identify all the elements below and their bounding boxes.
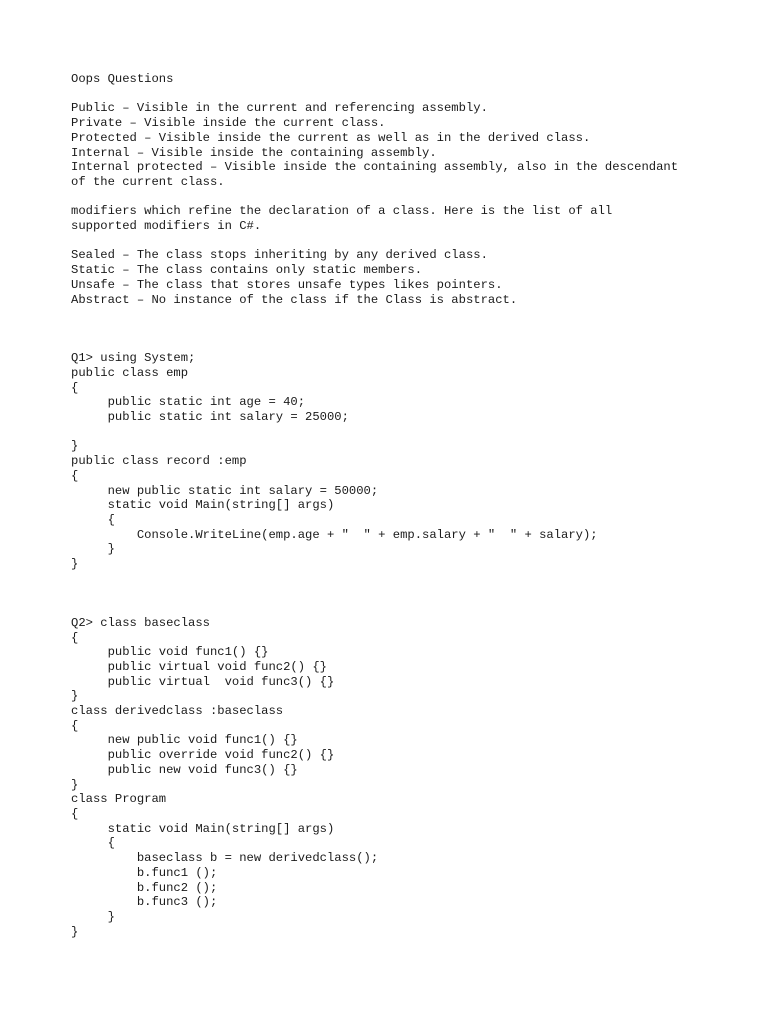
access-modifier-line: Public – Visible in the current and referencing assembly. bbox=[71, 101, 488, 116]
code-line: class derivedclass :baseclass bbox=[71, 704, 284, 719]
code-line: Console.WriteLine(emp.age + " " + emp.salary + " " + salary); bbox=[71, 527, 598, 542]
modifiers-intro-line: supported modifiers in C#. bbox=[71, 219, 262, 233]
class-modifier-line: Sealed – The class stops inheriting by any derived class. bbox=[71, 248, 488, 263]
code-line: { bbox=[71, 630, 79, 645]
code-line: new public static int salary = 50000; bbox=[71, 483, 379, 498]
spacer bbox=[71, 586, 751, 601]
access-modifier-line: of the current class. bbox=[71, 174, 225, 189]
code-line: } bbox=[71, 924, 79, 939]
code-line: { bbox=[71, 718, 79, 733]
access-modifier-line: Private – Visible inside the current class. bbox=[71, 116, 386, 131]
code-line: public override void func2() {} bbox=[71, 748, 335, 763]
class-modifiers-section bbox=[71, 248, 751, 307]
spacer bbox=[71, 87, 751, 102]
document-title: Oops Questions bbox=[71, 72, 174, 86]
code-line: public virtual void func2() {} bbox=[71, 659, 327, 674]
code-line: public class record :emp bbox=[71, 454, 247, 469]
code-line: new public void func1() {} bbox=[71, 733, 298, 748]
spacer bbox=[71, 337, 751, 352]
access-modifier-line: Internal – Visible inside the containing assembly. bbox=[71, 145, 437, 160]
code-line bbox=[71, 425, 751, 440]
code-line: } bbox=[71, 542, 115, 557]
access-modifier-line: Protected – Visible inside the current as well as in the derived class. bbox=[71, 130, 591, 145]
spacer bbox=[71, 234, 751, 249]
code-line: { bbox=[71, 380, 79, 395]
question-2-code bbox=[71, 616, 751, 939]
code-line: b.func2 (); bbox=[71, 880, 218, 895]
access-modifiers-section bbox=[71, 101, 751, 189]
spacer bbox=[71, 322, 751, 337]
spacer bbox=[71, 601, 751, 616]
code-line: { bbox=[71, 468, 79, 483]
code-line: Q2> class baseclass bbox=[71, 615, 210, 630]
code-line: } bbox=[71, 439, 79, 454]
code-line: } bbox=[71, 777, 79, 792]
access-modifier-line: Internal protected – Visible inside the containing assembly, also in the descendant bbox=[71, 160, 679, 175]
modifiers-intro-section bbox=[71, 204, 751, 233]
code-line: } bbox=[71, 909, 115, 924]
class-modifier-line: Static – The class contains only static members. bbox=[71, 263, 423, 278]
question-1-code bbox=[71, 351, 751, 572]
spacer bbox=[71, 190, 751, 205]
spacer bbox=[71, 307, 751, 322]
code-line: public class emp bbox=[71, 365, 189, 380]
code-line: { bbox=[71, 807, 79, 821]
code-line: public virtual void func3() {} bbox=[71, 674, 335, 689]
code-line: public void func1() {} bbox=[71, 645, 269, 660]
code-line: public new void func3() {} bbox=[71, 762, 298, 777]
code-line: { bbox=[71, 512, 115, 527]
class-modifier-line: Unsafe – The class that stores unsafe types likes pointers. bbox=[71, 277, 503, 292]
class-modifier-line: Abstract – No instance of the class if the Class is abstract. bbox=[71, 292, 518, 307]
code-line: } bbox=[71, 557, 79, 572]
code-line: } bbox=[71, 689, 79, 704]
document-page bbox=[71, 72, 751, 939]
code-line: static void Main(string[] args) bbox=[71, 821, 335, 836]
code-line: b.func3 (); bbox=[71, 895, 218, 910]
code-line: public static int age = 40; bbox=[71, 395, 306, 410]
code-line: public static int salary = 25000; bbox=[71, 410, 349, 425]
code-line: static void Main(string[] args) bbox=[71, 498, 335, 513]
modifiers-intro-line: modifiers which refine the declaration of a class. Here is the list of all bbox=[71, 204, 613, 219]
code-line: Q1> using System; bbox=[71, 351, 196, 366]
spacer bbox=[71, 572, 751, 587]
code-line: { bbox=[71, 836, 115, 851]
code-line: b.func1 (); bbox=[71, 865, 218, 880]
code-line: baseclass b = new derivedclass(); bbox=[71, 851, 379, 866]
code-line: class Program bbox=[71, 792, 167, 807]
